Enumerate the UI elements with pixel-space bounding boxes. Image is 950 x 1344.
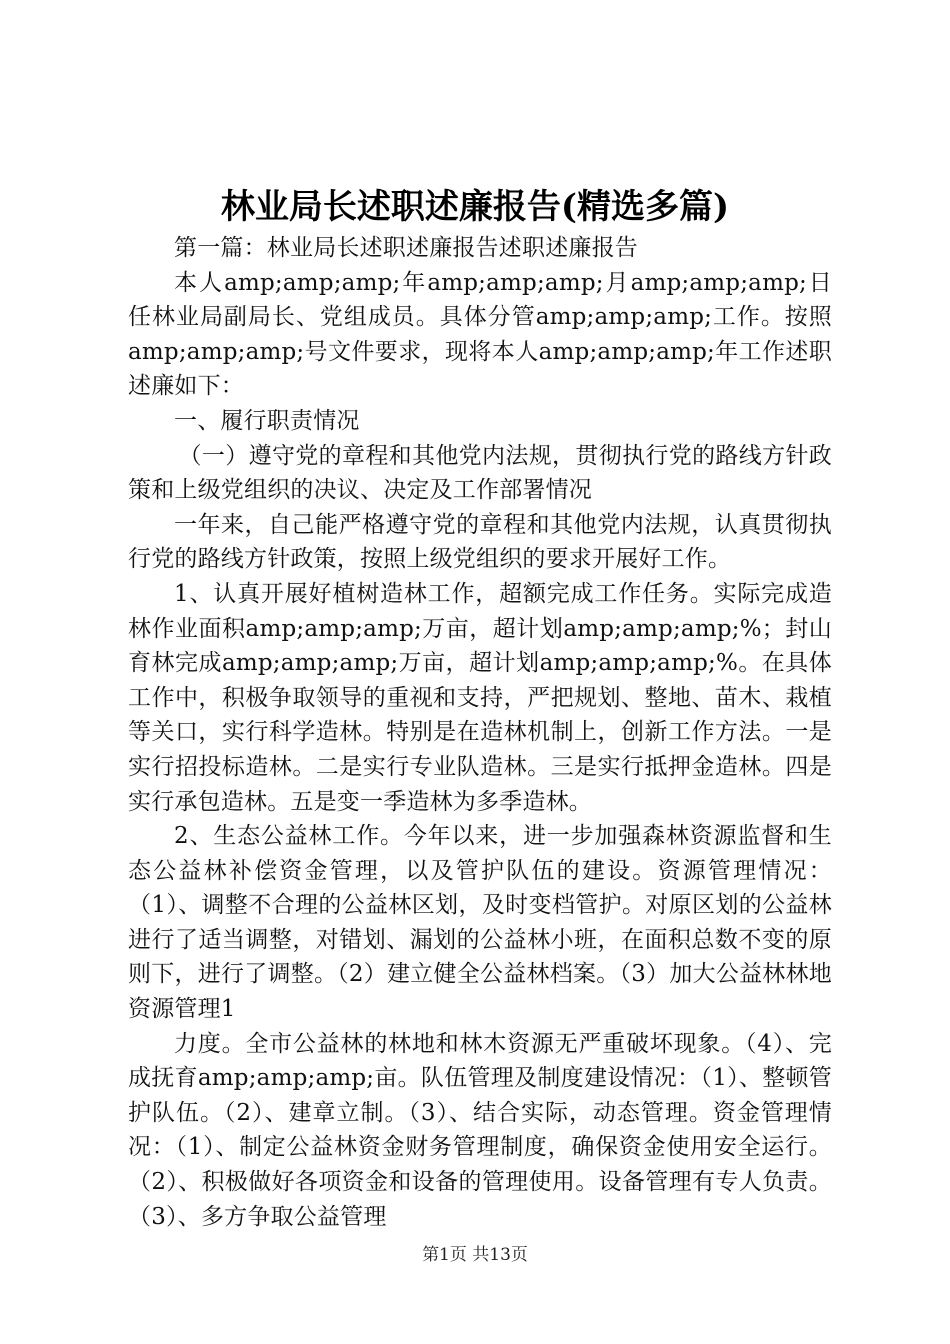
paragraph: 一、履行职责情况 xyxy=(174,407,360,434)
paragraph: 2、生态公益林工作。今年以来，进一步加强森林资源监督和生态公益林补偿资金管理，以及管护队伍的建设。资源管理情况：（1）、调整不合理的公益林区划，及时变档管护。对原区划的公益林进行了适当调整，对错划、漏划的公益林小班，在面积总数不变的原则下，进行了调整。（2）建立健全公益林档案。（3）加大公益林林地资源管理1 xyxy=(128,823,832,1023)
paragraph: 1、认真开展好植树造林工作，超额完成工作任务。实际完成造林作业面积amp;amp;amp;万亩，超计划amp;amp;amp;%；封山育林完成amp;amp;amp;万亩，超计划amp;amp;amp;%。在具体工作中，积极争取领导的重视和支持，严把规划、整地、苗木、栽植等关口，实行科学造林。特别是在造林机制上，创新工作方法。一是实行招投标造林。二是实行专业队造林。三是实行抵押金造林。四是实行承包造林。五是变一季造林为多季造林。 xyxy=(128,580,832,815)
page-number-footer: 第1页 共13页 xyxy=(422,1245,528,1265)
paragraph: 力度。全市公益林的林地和林木资源无严重破坏现象。（4）、完成抚育amp;amp;amp;亩。队伍管理及制度建设情况：（1）、整顿管护队伍。（2）、建章立制。（3）、结合实际，动态管理。资金管理情况：（1）、制定公益林资金财务管理制度，确保资金使用安全运行。（2）、积极做好各项资金和设备的管理使用。设备管理有专人负责。（3）、多方争取公益管理 xyxy=(128,1030,832,1230)
paragraph: （一）遵守党的章程和其他党内法规，贯彻执行党的路线方针政策和上级党组织的决议、决定及工作部署情况 xyxy=(128,442,832,504)
document-title: 林业局长述职述廉报告(精选多篇) xyxy=(220,187,730,227)
paragraph: 第一篇：林业局长述职述廉报告述职述廉报告 xyxy=(174,235,638,261)
document-body xyxy=(128,231,832,1234)
paragraph: 本人amp;amp;amp;年amp;amp;amp;月amp;amp;amp;日任林业局副局长、党组成员。具体分管amp;amp;amp;工作。按照amp;amp;amp;号文件要求，现将本人amp;amp;amp;年工作述职述廉如下： xyxy=(128,269,832,400)
paragraph: 一年来，自己能严格遵守党的章程和其他党内法规，认真贯彻执行党的路线方针政策，按照上级党组织的要求开展好工作。 xyxy=(128,511,832,573)
